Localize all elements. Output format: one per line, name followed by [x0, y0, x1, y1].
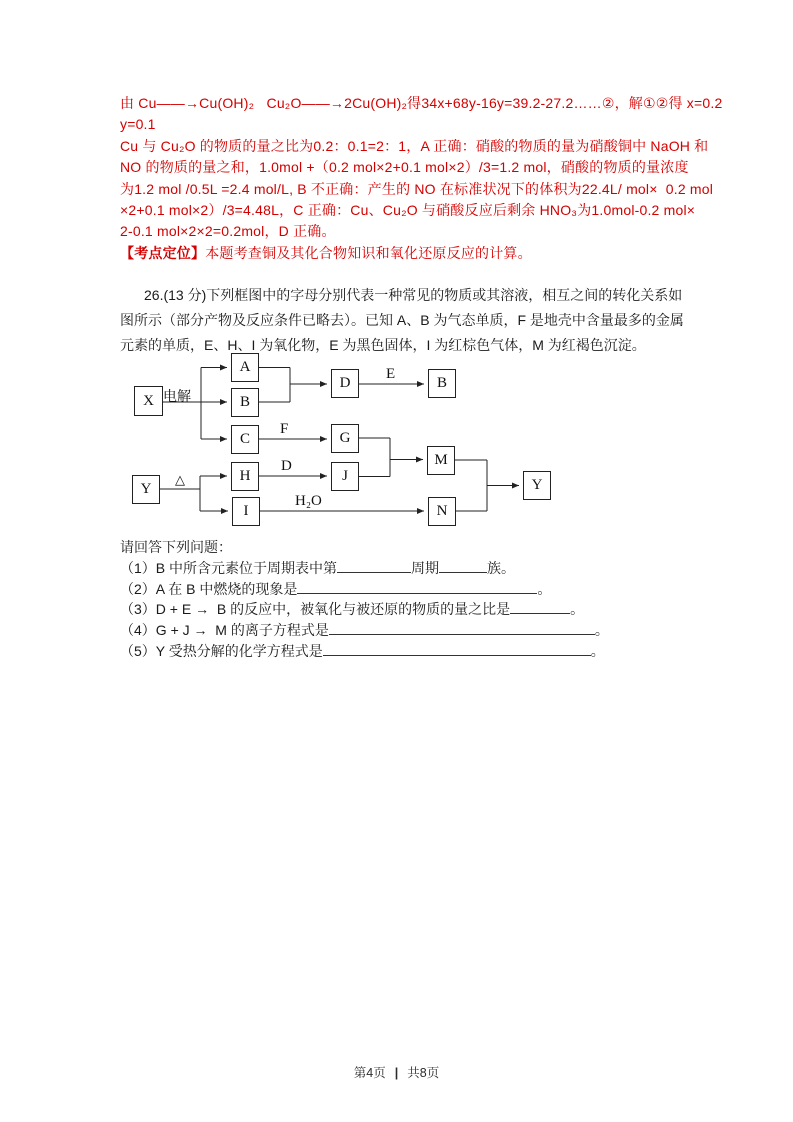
- diagram-box-g: G: [331, 424, 359, 453]
- question-1-mid: 周期: [411, 559, 440, 576]
- exam-point-line: [120, 243, 686, 264]
- diagram-box-h: H: [231, 462, 259, 491]
- answer-explanation-block: [120, 93, 723, 264]
- answer-blank: [337, 558, 411, 573]
- answer-line: NO 的物质的量之和，1.0mol +（0.2 mol×2+0.1 mol×2）/3=1.2 mol，硝酸的物质的量浓度: [120, 159, 689, 176]
- diagram-box-c: C: [231, 425, 259, 454]
- diagram-box-n: N: [428, 497, 456, 526]
- diagram-box-y1: Y: [132, 475, 160, 504]
- edge-label-e: E: [386, 366, 396, 382]
- edge-label-d: D: [281, 458, 292, 474]
- question-26-intro: [120, 283, 686, 358]
- question-3-text: （3）D + E → B 的反应中，被氧化与被还原的物质的量之比是: [120, 601, 511, 618]
- question-4-end: 。: [594, 622, 609, 639]
- delta-heat-label: △: [175, 472, 185, 487]
- diagram-box-i: I: [232, 497, 260, 526]
- answer-line: Cu 与 Cu₂O 的物质的量之比为0.2：0.1=2：1，A 正确：硝酸的物质的量为硝酸铜中 NaOH 和: [120, 137, 709, 154]
- answer-line: 为1.2 mol /0.5L =2.4 mol/L, B 不正确：产生的 NO 在标准状况下的体积为22.4L/ mol× 0.2 mol: [120, 180, 714, 197]
- footer-separator: |: [394, 1066, 399, 1080]
- footer-page-number: 第4页: [353, 1066, 386, 1080]
- page-footer: [0, 1063, 793, 1081]
- exam-point-label: 【考点定位】: [120, 244, 206, 261]
- answer-blank: [323, 641, 591, 656]
- diagram-box-j: J: [331, 462, 359, 491]
- diagram-box-a: A: [231, 353, 259, 382]
- question-2: [120, 579, 686, 600]
- edge-label-h2o: H₂O: [295, 493, 322, 509]
- diagram-box-b1: B: [231, 388, 259, 417]
- question-1-text: （1）B 中所含元素位于周期表中第: [120, 559, 338, 576]
- question-1-end: 族。: [487, 559, 516, 576]
- diagram-box-b2: B: [428, 369, 456, 398]
- question-3-end: 。: [570, 601, 585, 618]
- diagram-box-m: M: [427, 446, 455, 475]
- question-26-line: 元素的单质，E、H、I 为氧化物，E 为黑色固体，I 为红棕色气体，M 为红褐色沉淀。: [120, 337, 646, 353]
- flow-lines: [0, 350, 793, 535]
- answer-blank: [510, 599, 570, 614]
- question-5-text: （5）Y 受热分解的化学方程式是: [120, 642, 323, 659]
- question-26-line: 26.(13 分)下列框图中的字母分别代表一种常见的物质或其溶液，相互之间的转化关系如: [144, 287, 683, 303]
- diagram-box-y2: Y: [523, 471, 551, 500]
- question-2-text: （2）A 在 B 中燃烧的现象是: [120, 580, 298, 597]
- answer-line: 2-0.1 mol×2×2=0.2mol，D 正确。: [120, 223, 336, 240]
- question-26-line: 图所示（部分产物及反应条件已略去）。已知 A、B 为气态单质，F 是地壳中含量最多的金属: [120, 312, 684, 328]
- exam-point-text: 本题考查铜及其化合物知识和氧化还原反应的计算。: [205, 244, 532, 261]
- sub-questions: [120, 537, 686, 662]
- question-4-text: （4）G + J → M 的离子方程式是: [120, 622, 329, 639]
- answer-blank: [329, 620, 595, 635]
- diagram-box-d: D: [331, 369, 359, 398]
- question-2-end: 。: [537, 580, 552, 597]
- diagram-box-x: X: [134, 386, 163, 416]
- question-5-end: 。: [590, 642, 605, 659]
- answer-line: 由 Cu——→Cu(OH)₂ Cu₂O——→2Cu(OH)₂得34x+68y-16y=39.2-27.2……②，解①②得 x=0.2: [120, 95, 723, 111]
- electrolysis-label: 电解: [163, 388, 191, 404]
- answer-line: ×2+0.1 mol×2）/3=4.48L，C 正确：Cu、Cu₂O 与硝酸反应后剩余 HNO₃为1.0mol-0.2 mol×: [120, 202, 696, 219]
- answer-blank: [439, 558, 487, 573]
- answer-line: y=0.1: [120, 116, 156, 133]
- footer-total-pages: 共8页: [407, 1066, 440, 1080]
- questions-intro: 请回答下列问题：: [120, 539, 232, 555]
- question-4: [120, 620, 686, 641]
- question-3: [120, 599, 686, 620]
- question-5: [120, 641, 686, 662]
- question-1: [120, 558, 686, 579]
- edge-label-f: F: [280, 421, 289, 437]
- answer-blank: [297, 579, 537, 594]
- substance-transformation-diagram: [0, 350, 793, 535]
